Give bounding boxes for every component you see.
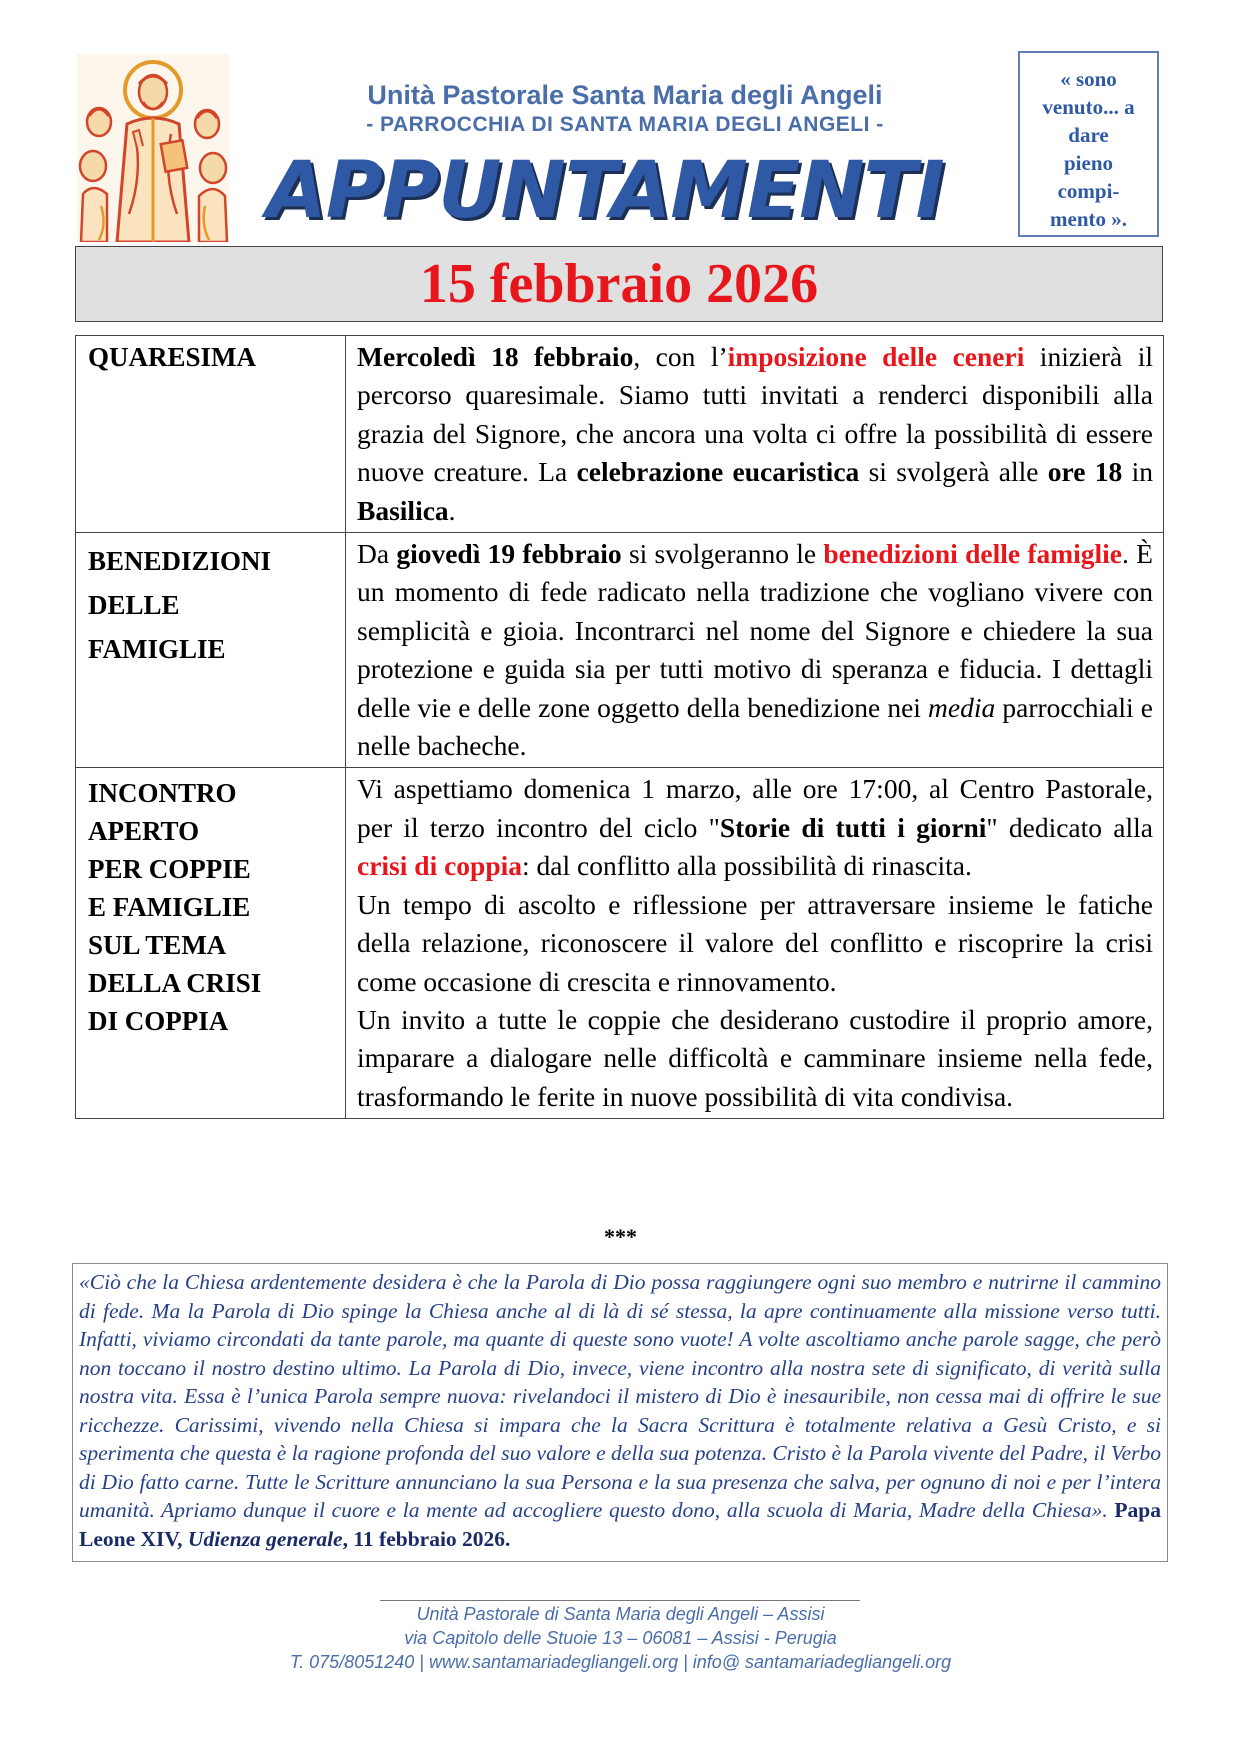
organization-header: [245, 78, 1005, 138]
row-text-bold: Basilica: [357, 494, 449, 526]
row-text: si svolgerà alle: [859, 456, 1048, 488]
parish-name: - PARROCCHIA DI SANTA MARIA DEGLI ANGELI -: [366, 113, 884, 136]
motto-line: pieno: [1063, 151, 1113, 175]
table-row: [76, 768, 1164, 1119]
appointments-table: [75, 335, 1164, 1119]
row-label-line: INCONTRO: [88, 778, 237, 809]
row-text: , con l’: [633, 341, 728, 372]
row-text: inizierà il percorso quaresimale. Siamo tutti invitati a renderci disponibili alla grazia del Signore, che ancora una volta ci offre la possibilità di essere nuove creature. La: [357, 341, 1153, 488]
row-text: . È un momento di fede radicato nella tradizione che vogliano vivere con semplicità e gioia. Incontrarci nel nome del Signore e chiedere la sua protezione e guida sia per tutti motivo di speranza e fiducia. I dettagli delle vie e delle zone oggetto della benedizione nei: [357, 538, 1153, 723]
footer-org: Unità Pastorale di Santa Maria degli Angeli – Assisi: [416, 1604, 825, 1624]
footer-divider: [380, 1600, 860, 1601]
row-paragraph: [357, 770, 1153, 885]
row-text-bold: ore 18: [1047, 456, 1123, 488]
row-paragraph: Un invito a tutte le coppie che desiderano custodire il proprio amore, imparare a dialogare nelle difficoltà e camminare insieme nella fede, trasformando le ferite in nuove possibilità di vita condivisa.: [357, 1003, 1153, 1112]
row-text: : dal conflitto alla possibilità di rinascita.: [522, 850, 972, 882]
motto-line: dare: [1068, 123, 1109, 147]
quote-date: , 11 febbraio 2026: [342, 1526, 506, 1551]
motto-line: venuto... a: [1042, 95, 1135, 119]
row-label-text: QUARESIMA: [88, 342, 257, 372]
row-text: Da: [357, 538, 397, 570]
parish-logo: [77, 54, 229, 242]
papal-quote-box: [72, 1263, 1168, 1562]
table-row: [76, 533, 1164, 768]
row-text-italic: media: [928, 691, 996, 723]
footer-contacts: T. 075/8051240 | www.santamariadegliangeli.org | info@ santamariadegliangeli.org: [289, 1652, 952, 1672]
row-label-line: PER COPPIE: [88, 854, 251, 885]
quote-end: .: [505, 1526, 511, 1551]
row-text: " dedicato alla: [986, 811, 1153, 843]
row-content: [346, 336, 1164, 533]
row-label: [76, 336, 346, 533]
date-banner: [75, 246, 1163, 322]
footer-address: via Capitolo delle Stuoie 13 – 06081 – Assisi - Perugia: [404, 1628, 837, 1648]
row-label: [76, 533, 346, 768]
row-text-highlight: crisi di coppia: [357, 850, 523, 882]
row-paragraph: Un tempo di ascolto e riflessione per attraversare insieme le fatiche della relazione, riconoscere il valore del conflitto e riscoprire la crisi come occasione di crescita e rinnovamento.: [357, 888, 1153, 997]
row-text-highlight: imposizione delle ceneri: [727, 341, 1025, 372]
motto-line: mento ».: [1050, 207, 1127, 231]
page-title: APPUNTAMENTI: [266, 146, 944, 236]
row-text-bold: celebrazione eucaristica: [576, 456, 860, 488]
motto-line: compi-: [1057, 179, 1120, 203]
row-text: in: [1122, 456, 1153, 488]
row-label-line: DI COPPIA: [88, 1006, 229, 1037]
row-text: Vi aspettiamo domenica 1 marzo, alle ore 17:00, al Centro Pastorale, per il terzo incontro del ciclo ": [357, 773, 1153, 843]
row-label-line: SUL TEMA: [88, 930, 227, 961]
footer: [0, 1602, 1241, 1674]
motto-box: [1018, 51, 1159, 237]
row-text-bold: giovedì 19 febbraio: [396, 538, 622, 570]
quote-text: «Ciò che la Chiesa ardentemente desidera è che la Parola di Dio possa raggiungere ogni suo membro e nutrirne il cammino di fede. Ma la Parola di Dio spinge la Chiesa anche al di là di sé stessa, la apre continuamente alla missione verso tutti. Infatti, viviamo circondati da tante parole, ma quante di queste sono vuote! A volte ascoltiamo anche parole sagge, che però non toccano il nostro destino ultimo. La Parola di Dio, invece, viene incontro alla nostra sete di significato, di verità sulla nostra vita. Essa è l’unica Parola sempre nuova: rivelandoci il mistero di Dio è inesauribile, non cessa mai di offrire le sue ricchezze. Carissimi, vivendo nella Chiesa si impara che la Sacra Scrittura è totalmente relativa a Gesù Cristo, e si sperimenta che questa è la ragione profonda del suo valore e della sua potenza. Cristo è la Parola vivente del Padre, il Verbo di Dio fatto carne. Tutte le Scritture annunciano la sua Persona e la sua presenza che salva, per ognuno di noi e per l’intera umanità. Apriamo dunque il cuore e la mente ad accogliere questo dono, alla scuola di Maria, Madre della Chiesa».: [79, 1270, 1161, 1522]
issue-date: 15 febbraio 2026: [419, 253, 819, 315]
row-label-line: APERTO: [88, 816, 200, 847]
row-content: [346, 533, 1164, 768]
motto-line: « sono: [1060, 67, 1117, 91]
table-row: [76, 336, 1164, 533]
quote-source: Udienza generale: [187, 1526, 343, 1551]
row-label-line: DELLA CRISI: [88, 968, 262, 999]
row-label-line: FAMIGLIE: [88, 634, 226, 665]
row-label-line: BENEDIZIONI: [88, 546, 272, 577]
quote-author: Papa Leone XIV,: [79, 1498, 1161, 1551]
row-label: [76, 768, 346, 1119]
row-text: si svolgeranno le: [621, 538, 824, 570]
row-text-highlight: benedizioni delle famiglie: [823, 538, 1123, 570]
row-label-line: DELLE: [88, 590, 180, 621]
christ-with-disciples-illustration: [77, 54, 229, 242]
row-text: parrocchiali e nelle bacheche.: [357, 691, 1153, 762]
row-text-bold: Mercoledì 18 febbraio: [357, 341, 634, 372]
row-label-line: E FAMIGLIE: [88, 892, 251, 923]
row-text: .: [448, 494, 456, 526]
section-separator: ***: [604, 1224, 637, 1249]
row-text-bold: Storie di tutti i giorni: [719, 811, 987, 843]
row-content: [346, 768, 1164, 1119]
org-name: Unità Pastorale Santa Maria degli Angeli: [367, 80, 883, 110]
